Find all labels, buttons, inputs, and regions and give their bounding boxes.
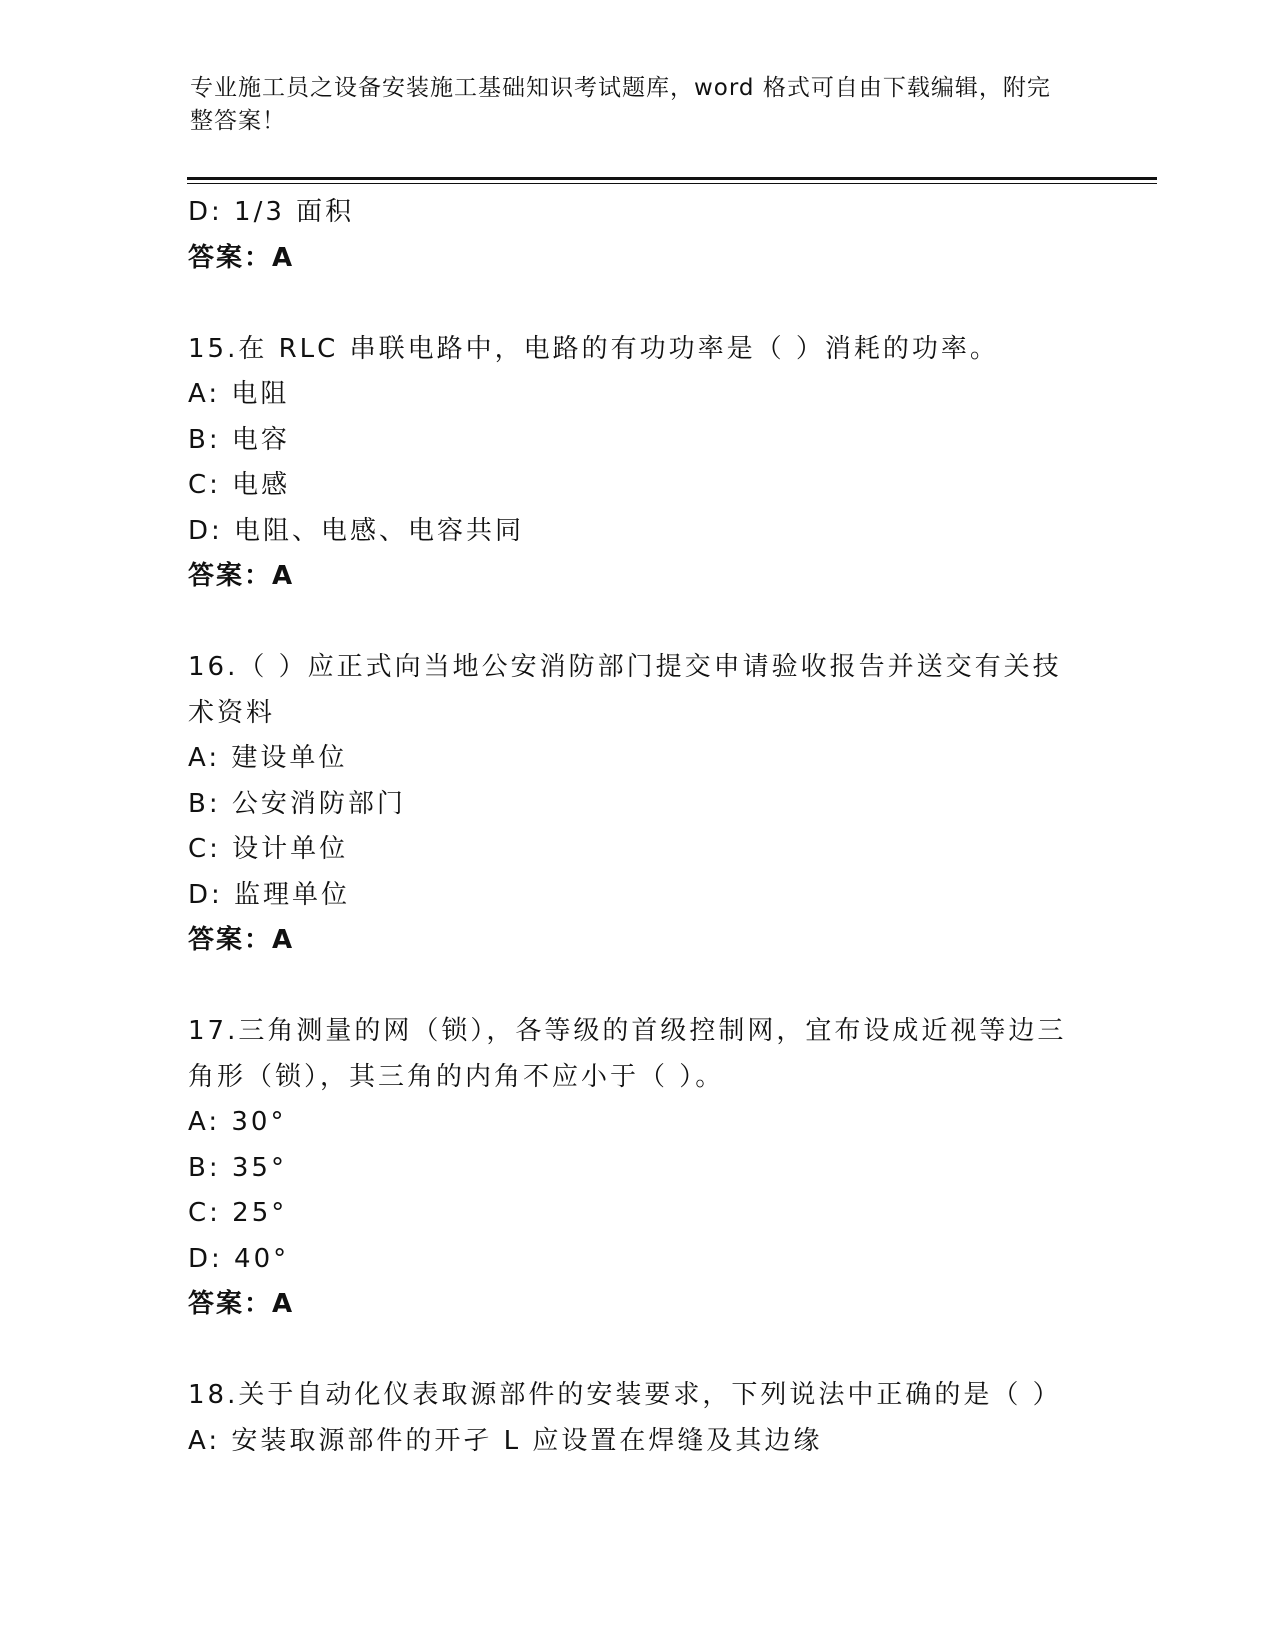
answer: 答案：A xyxy=(188,561,295,591)
spacer xyxy=(188,281,1088,327)
question-16 xyxy=(188,645,1088,964)
answer: 答案：A xyxy=(188,1289,295,1319)
prev-answer: 答案：A xyxy=(188,242,295,273)
spacer xyxy=(188,1328,1088,1374)
option-b: B: 公安消防部门 xyxy=(188,788,406,819)
question-stem-line-2: 术资料 xyxy=(188,697,276,728)
header-divider-thin xyxy=(187,183,1157,184)
option-b: B: 35° xyxy=(188,1152,287,1183)
document-header xyxy=(190,72,1090,138)
option-c: C: 设计单位 xyxy=(188,834,349,864)
option-d: D: 监理单位 xyxy=(188,879,351,910)
option-c: C: 25° xyxy=(188,1198,288,1228)
option-a: A: 建设单位 xyxy=(188,743,348,773)
question-15 xyxy=(188,327,1088,600)
question-stem: 18.关于自动化仪表取源部件的安装要求，下列说法中正确的是（ ） xyxy=(188,1380,1062,1410)
spacer xyxy=(188,600,1088,646)
option-c: C: 电感 xyxy=(188,470,291,500)
option-d: D: 40° xyxy=(188,1243,290,1274)
spacer xyxy=(188,964,1088,1010)
header-line-1: 专业施工员之设备安装施工基础知识考试题库，word 格式可自由下载编辑，附完 xyxy=(190,75,1051,101)
prev-option-d: D: 1/3 面积 xyxy=(188,197,355,227)
answer: 答案：A xyxy=(188,925,295,955)
question-stem-line-2: 角形（锁），其三角的内角不应小于（ ）。 xyxy=(188,1061,725,1092)
question-17 xyxy=(188,1009,1088,1328)
header-line-2: 整答案！ xyxy=(190,108,286,134)
question-18 xyxy=(188,1373,1088,1464)
option-a: A: 30° xyxy=(188,1107,287,1137)
option-a: A: 电阻 xyxy=(188,379,290,409)
question-list xyxy=(188,190,1088,1464)
question-stem-line-1: 16.（ ）应正式向当地公安消防部门提交申请验收报告并送交有关技 xyxy=(188,652,1062,682)
header-divider-thick xyxy=(187,177,1157,180)
question-stem-line-1: 17.三角测量的网（锁），各等级的首级控制网，宜布设成近视等边三 xyxy=(188,1016,1067,1046)
option-a: A: 安装取源部件的开孑 L 应设置在焊缝及其边缘 xyxy=(188,1425,823,1456)
option-d: D: 电阻、电感、电容共同 xyxy=(188,515,525,546)
question-stem: 15.在 RLC 串联电路中，电路的有功功率是（ ）消耗的功率。 xyxy=(188,333,999,364)
option-b: B: 电容 xyxy=(188,424,290,455)
